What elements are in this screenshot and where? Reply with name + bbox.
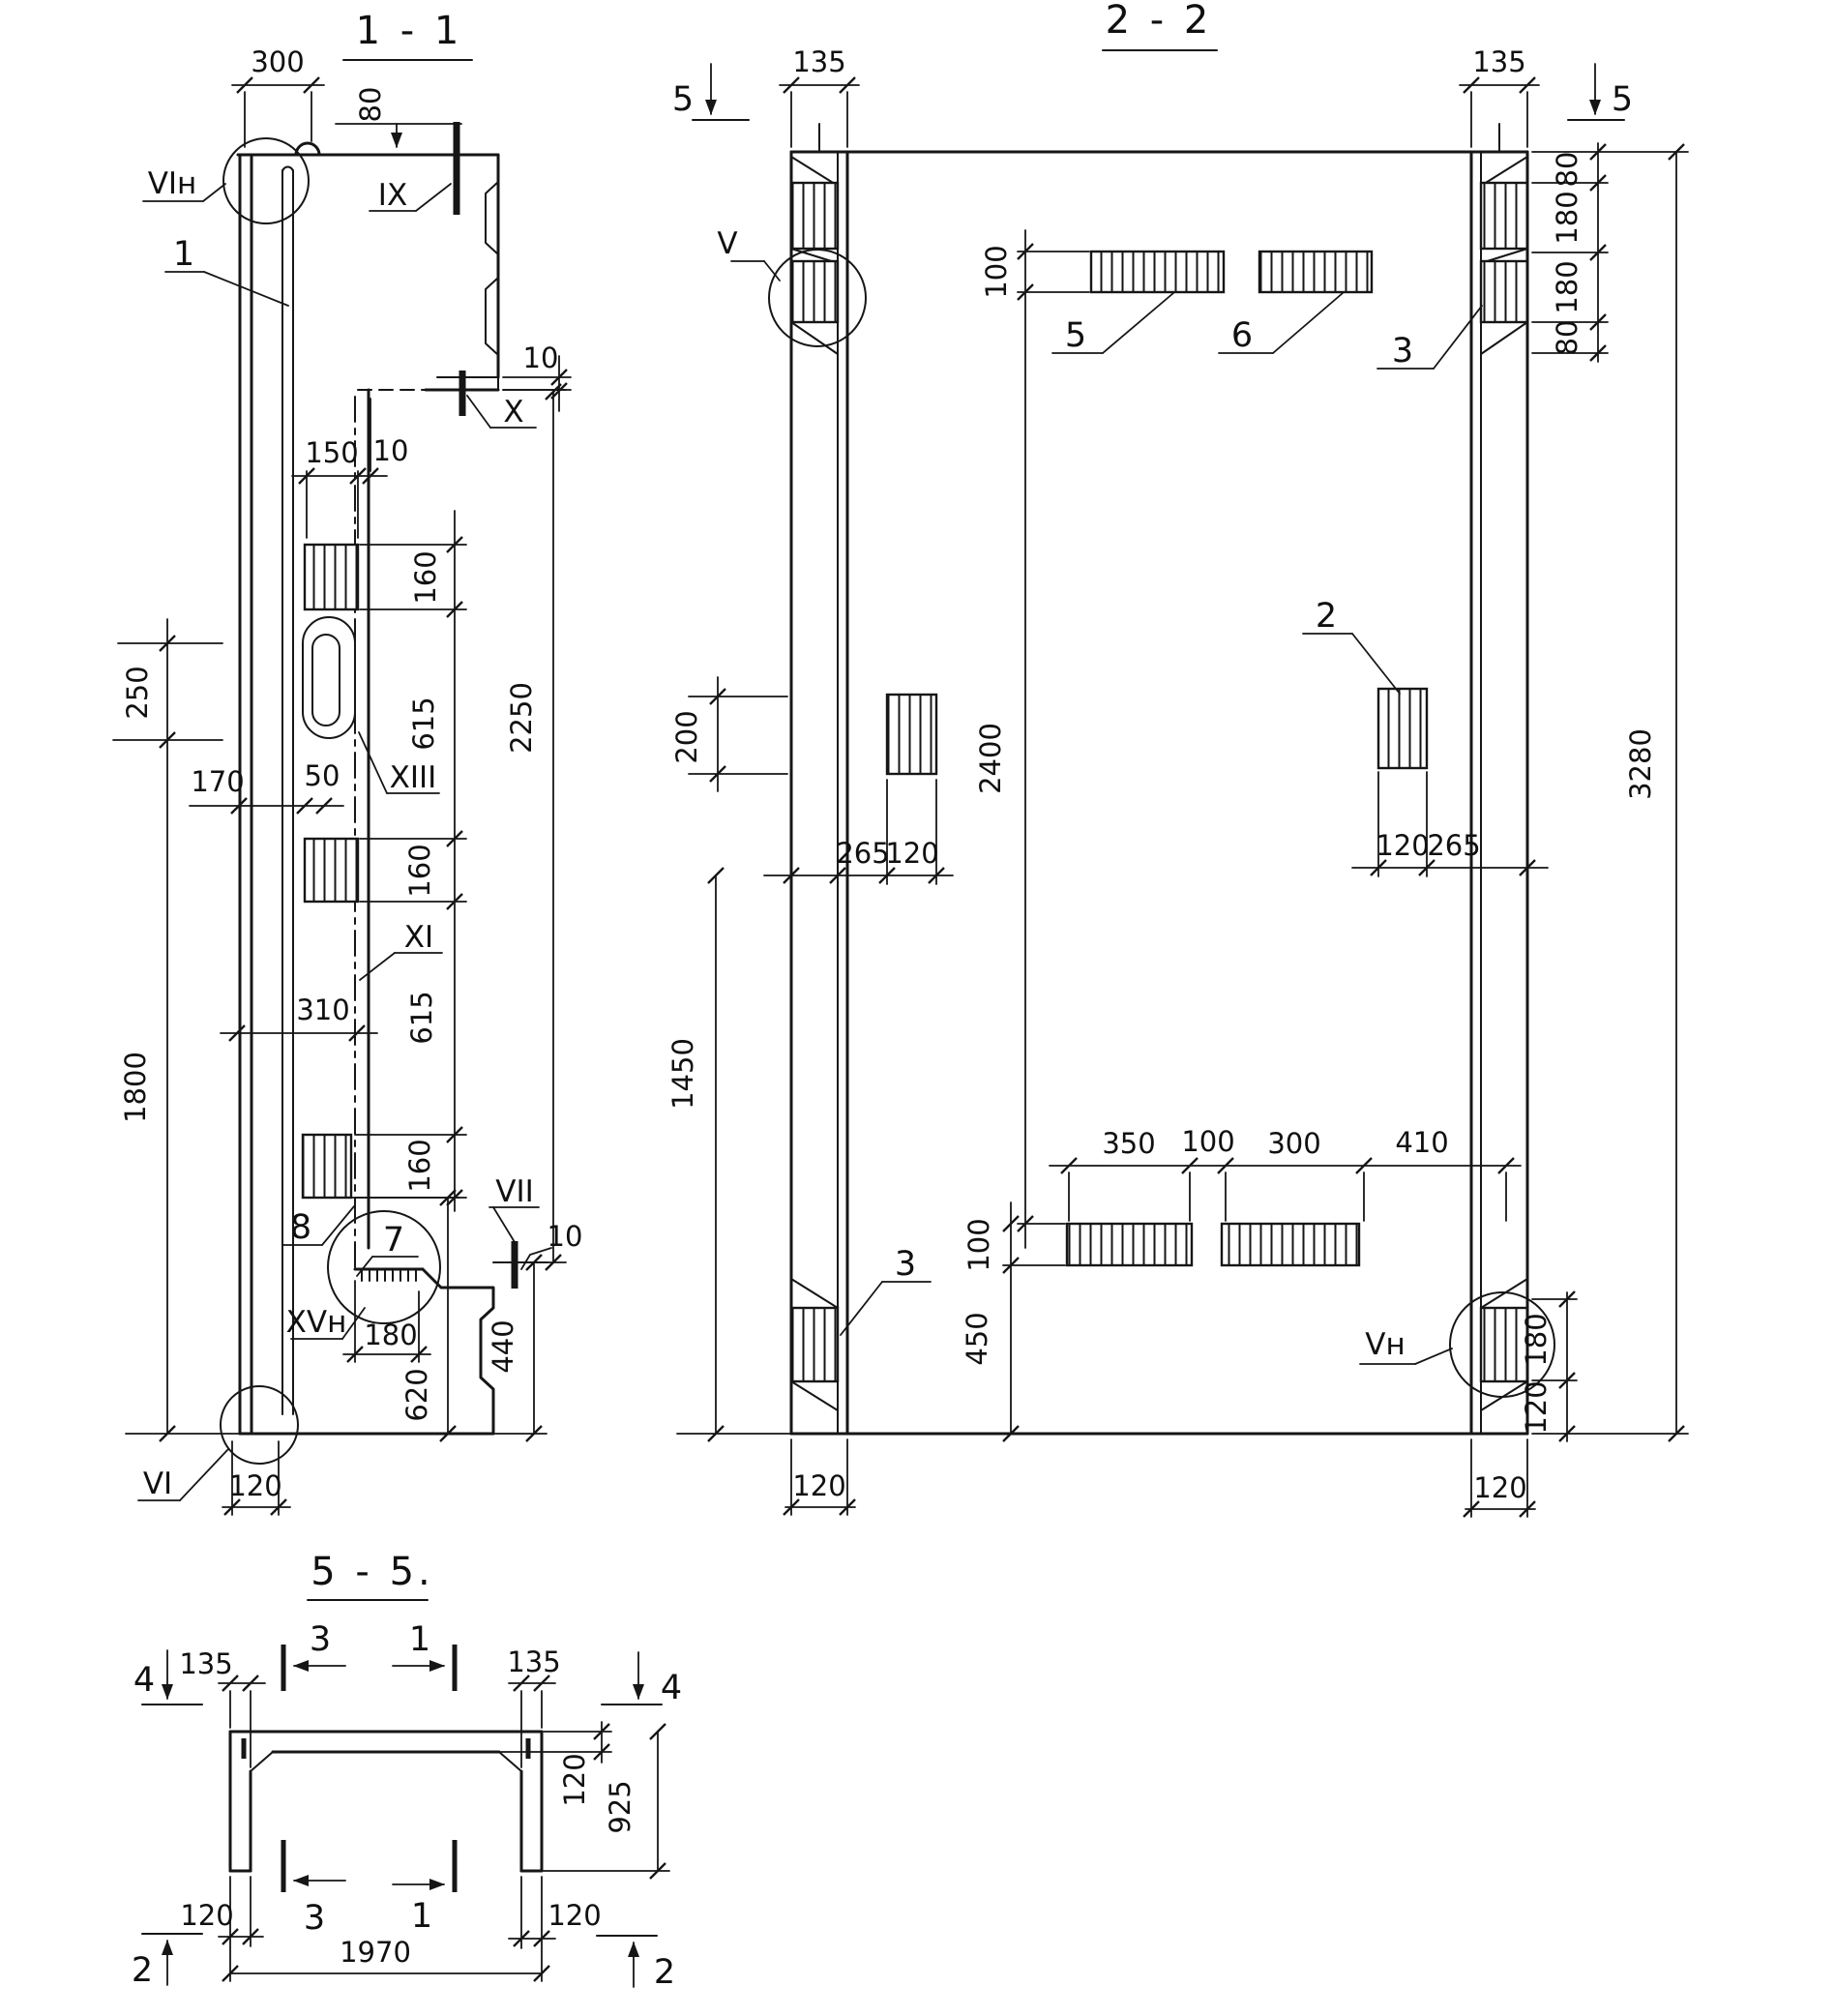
embed-plate-6 (1259, 252, 1372, 292)
svg-text:1: 1 (410, 1897, 433, 1936)
part-label-3: 3 (1391, 332, 1414, 371)
dim-450: 450 (961, 1312, 993, 1366)
section-5-5 (132, 1550, 682, 1992)
dim-160: 160 (409, 550, 442, 605)
dim-925: 925 (604, 1780, 636, 1834)
embed-plate (305, 545, 358, 609)
dim-300: 300 (251, 45, 305, 78)
dim-300: 300 (1267, 1127, 1321, 1160)
dim-10: 10 (522, 341, 559, 374)
dim-120: 120 (885, 837, 939, 870)
dim-265: 265 (1427, 829, 1481, 862)
section-5-5-title: 5 - 5. (311, 1550, 434, 1594)
section-2-2-leaders (731, 261, 1482, 1364)
dim-100: 100 (962, 1218, 995, 1272)
svg-text:2: 2 (131, 1951, 154, 1990)
cut-label-ix: IX (377, 178, 408, 213)
dim-100: 100 (1181, 1125, 1235, 1158)
wall-joint-band (791, 1308, 838, 1381)
detail-label-vi-top: VIн (147, 166, 197, 201)
cut-marker-5-left (672, 64, 749, 120)
section-2-2-title: 2 - 2 (1105, 0, 1213, 43)
dim-120: 120 (228, 1469, 282, 1502)
section-5-5-outline (230, 1732, 542, 1871)
dim-10: 10 (547, 1220, 583, 1253)
part-label-6: 6 (1230, 316, 1254, 355)
dim-180: 180 (1551, 260, 1583, 314)
embed-plate (303, 1135, 351, 1198)
embed-plate (1067, 1224, 1192, 1265)
dim-120: 120 (1473, 1471, 1527, 1504)
dim-100: 100 (980, 245, 1013, 299)
dim-615: 615 (405, 991, 438, 1045)
svg-text:3: 3 (309, 1620, 332, 1659)
dim-440: 440 (487, 1319, 519, 1374)
dim-410: 410 (1395, 1126, 1449, 1159)
embed-plate (887, 695, 936, 774)
svg-text:3: 3 (303, 1899, 326, 1938)
slot-opening (303, 617, 355, 738)
wall-joint-band (791, 183, 838, 249)
svg-text:4: 4 (133, 1661, 156, 1700)
dim-80: 80 (1551, 319, 1583, 356)
dim-120: 120 (1520, 1380, 1553, 1435)
wall-joint-band (791, 261, 838, 322)
svg-text:5: 5 (671, 80, 695, 119)
dim-310: 310 (296, 993, 350, 1026)
dim-120: 120 (1376, 829, 1430, 862)
dim-80: 80 (354, 86, 387, 123)
section-2-2-ticks (708, 77, 1684, 1517)
dim-350: 350 (1102, 1127, 1156, 1160)
dim-3280: 3280 (1624, 728, 1657, 800)
dim-120: 120 (180, 1899, 234, 1932)
dim-1800: 1800 (119, 1052, 152, 1123)
dim-250: 250 (121, 666, 154, 720)
lifting-loop (296, 143, 319, 155)
cut-label-xi: XI (403, 920, 434, 955)
cut-label-vii: VII (495, 1174, 534, 1209)
dim-180: 180 (1520, 1313, 1553, 1367)
dim-80: 80 (1551, 151, 1583, 188)
dim-1970: 1970 (340, 1936, 411, 1969)
embed-plate (305, 839, 358, 902)
dim-170: 170 (191, 765, 245, 798)
svg-text:1: 1 (408, 1620, 431, 1659)
part-label-1: 1 (172, 235, 195, 274)
dim-615: 615 (407, 697, 440, 751)
dim-150: 150 (305, 436, 359, 469)
detail-circle-vi-top (223, 138, 309, 223)
dim-2250: 2250 (505, 682, 538, 754)
dim-620: 620 (400, 1368, 433, 1422)
section-1-1-title: 1 - 1 (355, 9, 463, 53)
dim-10: 10 (372, 434, 409, 467)
svg-text:5: 5 (1611, 80, 1634, 119)
dim-50: 50 (304, 759, 340, 792)
embed-plate (1222, 1224, 1359, 1265)
dim-1450: 1450 (666, 1038, 699, 1110)
part-label-2: 2 (1315, 597, 1338, 636)
dim-120: 120 (558, 1753, 591, 1807)
dim-120: 120 (548, 1899, 602, 1932)
dim-135: 135 (507, 1645, 561, 1678)
cut-label-xiii: XIII (389, 760, 437, 795)
dim-135: 135 (179, 1647, 233, 1680)
part-label-3b: 3 (894, 1245, 917, 1284)
dim-265: 265 (836, 837, 890, 870)
part-label-8: 8 (289, 1208, 312, 1247)
part-label-7: 7 (382, 1221, 405, 1260)
wall-joint-band (1481, 261, 1527, 322)
dim-180: 180 (364, 1319, 418, 1351)
part-label-5: 5 (1064, 316, 1087, 355)
svg-text:4: 4 (660, 1669, 683, 1707)
dim-135: 135 (1472, 45, 1526, 78)
detail-label-vn: Vн (1365, 1327, 1406, 1362)
detail-label-vi-bottom: VI (142, 1467, 173, 1501)
seat-hatch (362, 1269, 416, 1281)
detail-label-xvn: XVн (285, 1305, 347, 1340)
dim-160: 160 (403, 1139, 436, 1193)
dim-180: 180 (1551, 191, 1583, 245)
cut-label-x: X (503, 395, 524, 430)
dim-160: 160 (403, 844, 436, 898)
dim-135: 135 (792, 45, 846, 78)
detail-label-v: V (717, 226, 738, 261)
svg-text:2: 2 (653, 1953, 676, 1992)
section-1-1 (113, 9, 582, 1515)
section-2-2 (666, 0, 1688, 1517)
dim-200: 200 (670, 710, 703, 764)
cut-marker-5-right (1568, 64, 1633, 120)
dim-2400: 2400 (974, 723, 1007, 794)
embed-plate-5 (1091, 252, 1224, 292)
embed-plate-2 (1378, 689, 1427, 768)
wall-joint-band (1481, 183, 1527, 249)
section-1-1-dimlines (113, 85, 571, 1515)
dim-120: 120 (792, 1469, 846, 1502)
